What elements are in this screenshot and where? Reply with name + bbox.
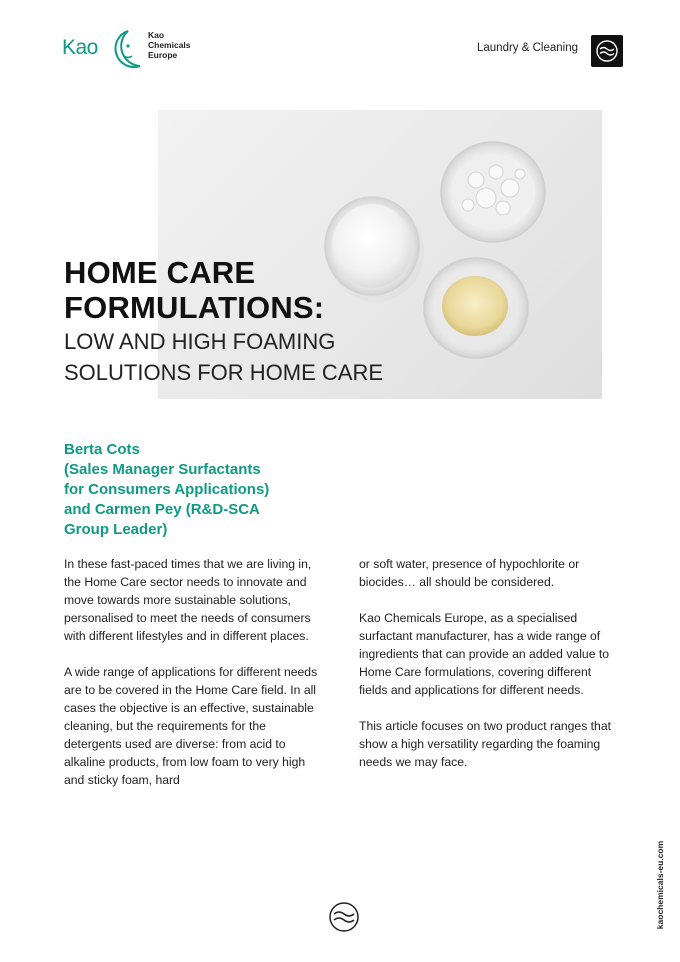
article-headline [64,255,484,387]
footer-wave-icon [328,900,360,934]
kao-logo [62,28,197,72]
logo-wordmark: Kao [62,36,98,59]
website-url[interactable]: kaochemicals-eu.com [655,840,665,930]
subtitle-line-1: LOW AND HIGH FOAMING [64,329,336,354]
paragraph: This article focuses on two product ranges that show a high versatility regarding the foaming needs we may face. [359,719,612,769]
title-line-1: HOME CARE [64,255,256,290]
paragraph: or soft water, presence of hypochlorite or biocides… all should be considered. [359,557,580,589]
subtitle-line-2: SOLUTIONS FOR HOME CARE [64,360,384,385]
author-byline: Berta Cots (Sales Manager Surfactants for Consumers Applications) and Carmen Pey (R&D-SCA Group Leader) [64,441,270,538]
wave-icon [591,35,623,67]
section-label: Laundry & Cleaning [476,42,578,54]
paragraph: A wide range of applications for different needs are to be covered in the Home Care field. In all cases the objective is an effective, sustainable cleaning, but the requirements for the detergents used are diverse: from acid to alkaline products, from low foam to very high and sticky foam, hard [64,665,318,787]
body-column-left [64,555,322,807]
paragraph: Kao Chemicals Europe, as a specialised surfactant manufacturer, has a wide range of ingredients that can provide an added value to Home Care formulations, covering different fields and applications for different needs. [359,611,610,697]
moon-face-icon [106,28,146,72]
title-line-2: FORMULATIONS: [64,290,325,325]
body-column-right [359,555,617,789]
paragraph: In these fast-paced times that we are living in, the Home Care sector needs to innovate and move towards more sustainable solutions, personalised to meet the needs of consumers with different lifestyles and in different places. [64,557,312,643]
logo-company-name: Kao Chemicals Europe [148,30,191,60]
